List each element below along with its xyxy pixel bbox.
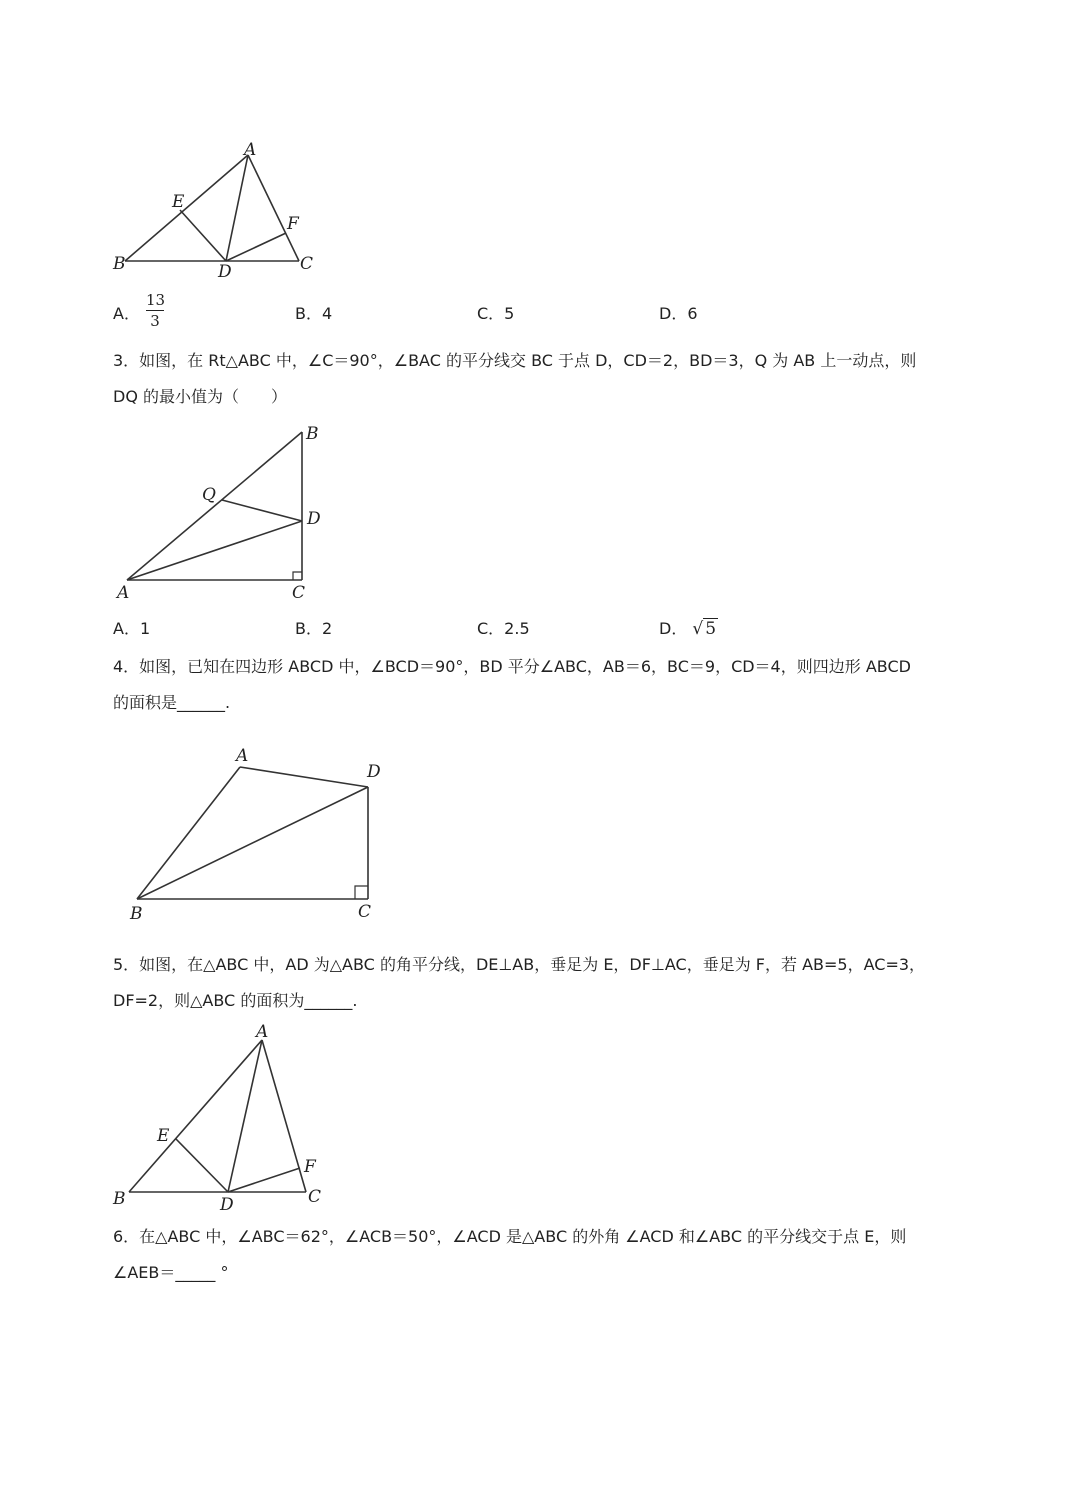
label-B: B	[113, 254, 126, 274]
label-B: B	[306, 424, 319, 444]
label-C: C	[300, 254, 314, 274]
label-E: E	[172, 192, 185, 212]
label-C: C	[308, 1187, 322, 1207]
fraction-denominator: 3	[150, 312, 160, 330]
q5-text-line2: DF=2，则△ABC 的面积为______.	[113, 991, 358, 1010]
q2-option-a	[113, 303, 140, 325]
q3-option-d	[659, 618, 718, 640]
label-A: A	[256, 1022, 269, 1042]
q2-option-c: C．5	[477, 304, 515, 323]
label-D: D	[367, 762, 381, 782]
q3-text-line1: 3．如图，在 Rt△ABC 中，∠C＝90°，∠BAC 的平分线交 BC 于点 D，CD＝2，BD＝3，Q 为 AB 上一动点，则	[113, 351, 917, 370]
q3-option-c: C．2.5	[477, 619, 530, 638]
q6-text-line2: ∠AEB＝_____ °	[113, 1263, 229, 1282]
figure-right-triangle-q3	[105, 420, 345, 610]
label-F: F	[304, 1157, 316, 1177]
q2-option-a-fraction	[146, 291, 164, 330]
q3-option-b: B．2	[295, 619, 333, 638]
label-A: A	[244, 140, 257, 160]
q3-text-line2: DQ 的最小值为（ ）	[113, 387, 288, 406]
label-D: D	[307, 509, 321, 529]
sqrt-symbol: √ 5	[692, 619, 717, 639]
q5-text-line1: 5．如图，在△ABC 中，AD 为△ABC 的角平分线，DE⊥AB，垂足为 E，DF⊥AC，垂足为 F，若 AB=5，AC=3，	[113, 955, 926, 974]
label-B: B	[130, 904, 143, 924]
figure-triangle-abc-1	[100, 135, 340, 285]
figure-triangle-abc-q5	[105, 1020, 345, 1220]
sqrt-radicand: 5	[705, 619, 717, 639]
figure-quadrilateral-q4	[120, 735, 400, 925]
q6-text-line1: 6．在△ABC 中，∠ABC＝62°，∠ACB＝50°，∠ACD 是△ABC 的外角 ∠ACD 和∠ABC 的平分线交于点 E，则	[113, 1227, 907, 1246]
label-E: E	[157, 1126, 170, 1146]
q3-option-a: A．1	[113, 619, 151, 638]
label-A: A	[117, 583, 130, 603]
label-A: A	[236, 746, 249, 766]
q4-text-line1: 4．如图，已知在四边形 ABCD 中，∠BCD＝90°，BD 平分∠ABC，AB＝6，BC＝9，CD＝4，则四边形 ABCD	[113, 657, 911, 676]
q4-text-line2: 的面积是______.	[113, 693, 231, 712]
label-D: D	[218, 262, 232, 282]
q2-option-b: B．4	[295, 304, 333, 323]
q3-option-d-label: D．	[659, 619, 688, 638]
label-F: F	[287, 214, 299, 234]
label-C: C	[292, 583, 306, 603]
fraction-numerator: 13	[146, 291, 166, 309]
label-D: D	[220, 1195, 234, 1215]
label-B: B	[113, 1189, 126, 1209]
q2-option-a-label: A．	[113, 304, 140, 323]
label-C: C	[358, 902, 372, 922]
q2-option-d: D．6	[659, 304, 698, 323]
label-Q: Q	[202, 485, 216, 505]
